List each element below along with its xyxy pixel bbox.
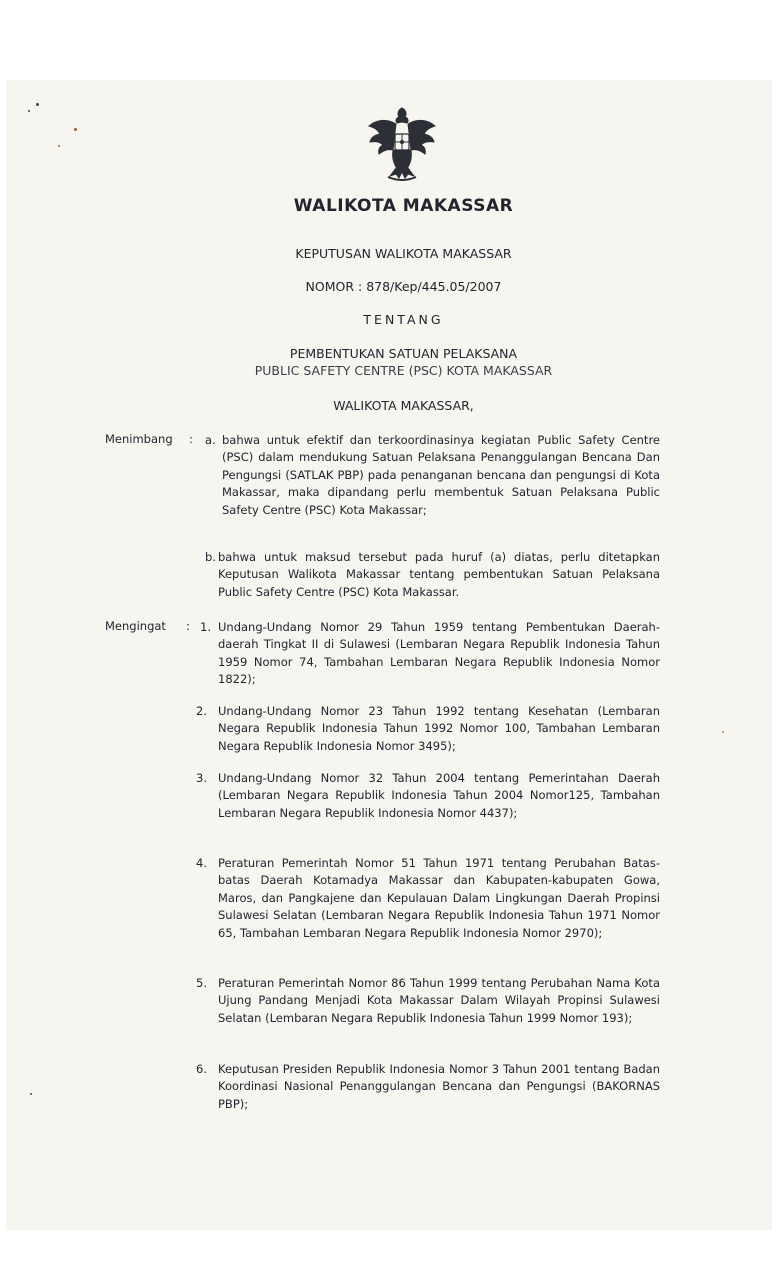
menimbang-label: Menimbang [105,432,173,446]
item-marker: 1. [200,620,211,634]
mengingat-label: Mengingat [105,619,166,633]
mengingat-item-2 [196,703,660,757]
authority-line: WALIKOTA MAKASSAR, [333,398,474,413]
scan-speck [722,731,724,733]
mengingat-item-3 [196,770,660,840]
item-text: Undang-Undang Nomor 29 Tahun 1959 tentang Pembentukan Daerah-daerah Tingkat II di Sulawesi (Lembaran Negara Republik Indonesia Tahun 1959 Nomor 74, Tambahan Lembaran Negara Republik Indonesia Nomor 1822); [218,620,660,687]
item-marker: 3. [196,771,207,785]
scan-speck [28,110,30,112]
decree-subject-line-1: PEMBENTUKAN SATUAN PELAKSANA [289,346,518,361]
scan-speck [30,1093,32,1095]
item-text: Undang-Undang Nomor 23 Tahun 1992 tentang Kesehatan (Lembaran Negara Republik Indonesia Tahun 1992 Nomor 100, Tambahan Lembaran Negara Republik Indonesia Nomor 3495); [218,704,660,753]
item-marker: 4. [196,856,207,870]
menimbang-item-b [205,549,660,603]
item-text: Keputusan Presiden Republik Indonesia Nomor 3 Tahun 2001 tentang Badan Koordinasi Nasional Penanggulangan Bencana dan Pengungsi (BAKORNAS PBP); [218,1062,660,1111]
decree-subject-line-2: PUBLIC SAFETY CENTRE (PSC) KOTA MAKASSAR [254,363,553,378]
mengingat-item-6 [196,1061,660,1115]
item-marker: 6. [196,1062,207,1076]
item-text: Undang-Undang Nomor 32 Tahun 2004 tentang Pemerintahan Daerah (Lembaran Negara Republik Indonesia Tahun 2004 Nomor125, Tambahan Lembaran Negara Republik Indonesia Nomor 4437); [218,771,660,820]
item-marker: b. [205,550,216,564]
garuda-emblem-icon [366,104,438,184]
item-marker: 5. [196,976,207,990]
menimbang-item-a [205,432,660,537]
decree-number: NOMOR : 878/Kep/445.05/2007 [305,279,502,294]
item-marker: a. [205,433,216,447]
scan-speck [36,103,39,106]
decree-title: KEPUTUSAN WALIKOTA MAKASSAR [295,246,512,261]
item-text: Peraturan Pemerintah Nomor 86 Tahun 1999 tentang Perubahan Nama Kota Ujung Pandang Menjadi Kota Makassar Dalam Wilayah Propinsi Sulawesi Selatan (Lembaran Negara Republik Indonesia Tahun 1999 Nomor 193); [218,976,660,1025]
item-text: Peraturan Pemerintah Nomor 51 Tahun 1971 tentang Perubahan Batas-batas Daerah Kotamadya Makassar dan Kabupaten-kabupaten Gowa, Maros, dan Pangkajene dan Kepulauan Dalam Lingkungan Daerah Propinsi Sulawesi Selatan (Lembaran Negara Republik Indonesia Tahun 1971 Nomor 65, Tambahan Lembaran Negara Republik Indonesia Nomor 2970); [218,856,660,940]
mengingat-item-4 [196,855,660,960]
menimbang-colon: : [189,432,193,446]
item-text: bahwa untuk efektif dan terkoordinasinya kegiatan Public Safety Centre (PSC) dalam mendukung Satuan Pelaksana Penanggulangan Bencana Dan Pengungsi (SATLAK PBP) pada penanganan bencana dan pengungsi di Kota Makassar, maka dipandang perlu membentuk Satuan Pelaksana Public Safety Centre (PSC) Kota Makassar; [222,433,660,517]
mengingat-colon: : [186,619,190,633]
about-label: TENTANG [363,312,444,327]
item-text: bahwa untuk maksud tersebut pada huruf (a) diatas, perlu ditetapkan Keputusan Walikota Makassar tentang pembentukan Satuan Pelaksana Public Safety Centre (PSC) Kota Makassar. [218,550,660,599]
scan-speck [58,145,60,147]
mengingat-item-5 [196,975,660,1045]
mengingat-item-1 [200,619,660,689]
item-marker: 2. [196,704,207,718]
scan-speck [74,128,77,131]
office-heading: WALIKOTA MAKASSAR [293,196,514,216]
